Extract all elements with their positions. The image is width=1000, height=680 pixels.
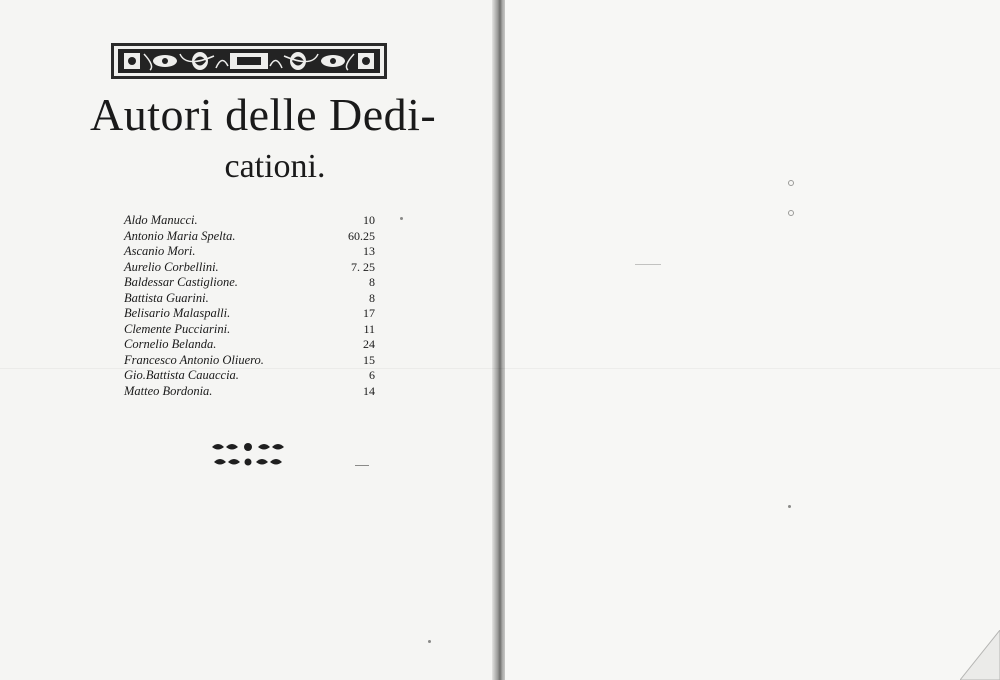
paper-speck (400, 217, 403, 220)
page-number: 7. 25 (351, 259, 375, 274)
list-item (124, 353, 379, 369)
page-number: 8 (369, 290, 375, 305)
page-number: 17 (363, 306, 375, 320)
page-number: 24 (363, 337, 375, 351)
list-item (124, 229, 379, 245)
author-name: Battista Guarini. (124, 290, 209, 305)
author-name: Clemente Pucciarini. (124, 321, 231, 336)
authors-list (124, 213, 379, 399)
paper-mark (355, 465, 369, 466)
paper-speck (788, 505, 791, 508)
paper-crease (0, 368, 1000, 369)
page-number: 11 (363, 321, 375, 336)
page-title-continuation: cationi. (224, 148, 326, 185)
list-item (124, 384, 379, 400)
list-item (124, 337, 379, 353)
tailpiece-ornament (208, 440, 288, 470)
list-item (124, 306, 379, 322)
list-item (124, 368, 379, 384)
paper-speck (788, 180, 794, 186)
page-number: 10 (363, 213, 375, 227)
right-page-blank (505, 0, 1000, 680)
left-page (0, 0, 495, 680)
page-number: 14 (363, 383, 375, 398)
page-title: Autori delle Dedi- (90, 89, 437, 140)
list-item (124, 322, 379, 338)
author-name: Matteo Bordonia. (124, 383, 213, 398)
author-name: Cornelio Belanda. (124, 337, 217, 351)
page-number: 13 (363, 244, 375, 258)
author-name: Antonio Maria Spelta. (124, 228, 236, 243)
page-corner-fold (960, 630, 1000, 680)
author-name: Gio.Battista Cauaccia. (124, 368, 239, 382)
page-number: 60.25 (348, 228, 375, 243)
paper-mark (635, 264, 661, 265)
page-number: 8 (369, 275, 375, 289)
list-item (124, 244, 379, 260)
author-name: Belisario Malaspalli. (124, 306, 231, 320)
list-item (124, 275, 379, 291)
list-item (124, 291, 379, 307)
page-number: 6 (369, 368, 375, 382)
author-name: Francesco Antonio Oliuero. (124, 352, 264, 367)
list-item (124, 260, 379, 276)
author-name: Baldessar Castiglione. (124, 275, 238, 289)
author-name: Ascanio Mori. (124, 244, 196, 258)
headpiece-ornament (110, 42, 388, 80)
author-name: Aurelio Corbellini. (124, 259, 219, 274)
paper-speck (788, 210, 794, 216)
list-item (124, 213, 379, 229)
page-number: 15 (363, 352, 375, 367)
author-name: Aldo Manucci. (124, 213, 198, 227)
paper-speck (428, 640, 431, 643)
